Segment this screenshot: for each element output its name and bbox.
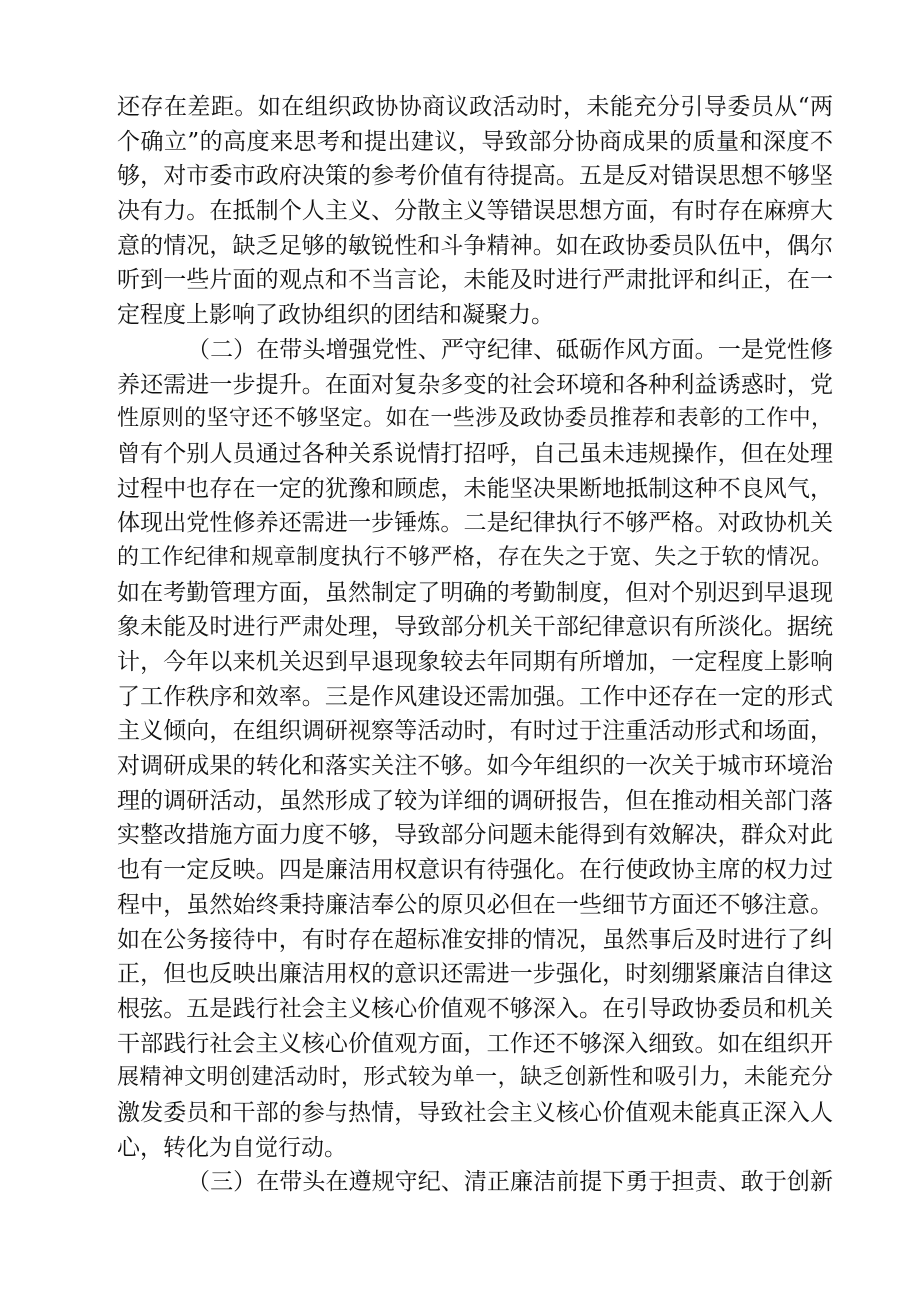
text-line: 曾有个别人员通过各种关系说情打招呼，自己虽未违规操作，但在处理: [117, 440, 833, 467]
text-line: 实整改措施方面力度不够，导致部分问题未能得到有效解决，群众对此: [117, 822, 833, 849]
text-line: 干部践行社会主义核心价值观方面，工作还不够深入细致。如在组织开: [117, 1030, 833, 1057]
text-line: 激发委员和干部的参与热情，导致社会主义核心价值观未能真正深入人: [117, 1099, 833, 1126]
text-line: 主义倾向，在组织调研视察等活动时，有时过于注重活动形式和场面，: [117, 718, 833, 745]
text-line: 理的调研活动，虽然形成了较为详细的调研报告，但在推动相关部门落: [117, 787, 833, 814]
text-line: 意的情况，缺乏足够的敏锐性和斗争精神。如在政协委员队伍中，偶尔: [117, 232, 833, 259]
text-line: 如在公务接待中，有时存在超标准安排的情况，虽然事后及时进行了纠: [117, 926, 833, 953]
text-line: 展精神文明创建活动时，形式较为单一，缺乏创新性和吸引力，未能充分: [117, 1065, 833, 1091]
text-line: 象未能及时进行严肃处理，导致部分机关干部纪律意识有所淡化。据统: [117, 614, 833, 641]
text-line: 个确立”的高度来思考和提出建议，导致部分协商成果的质量和深度不: [117, 128, 833, 155]
text-line: 对调研成果的转化和落实关注不够。如今年组织的一次关于城市环境治: [117, 753, 833, 780]
text-line: 性原则的坚守还不够坚定。如在一些涉及政协委员推荐和表彰的工作中，: [117, 406, 833, 432]
text-line: 决有力。在抵制个人主义、分散主义等错误思想方面，有时存在麻痹大: [117, 198, 833, 225]
text-line: 根弦。五是践行社会主义核心价值观不够深入。在引导政协委员和机关: [117, 995, 833, 1022]
text-line: 体现出党性修养还需进一步锤炼。二是纪律执行不够严格。对政协机关: [117, 510, 833, 537]
text-line: 还存在差距。如在组织政协协商议政活动时，未能充分引导委员从“两: [117, 94, 833, 120]
text-line: 过程中也存在一定的犹豫和顾虑，未能坚决果断地抵制这种不良风气，: [117, 475, 833, 502]
text-line: 正，但也反映出廉洁用权的意识还需进一步强化，时刻绷紧廉洁自律这: [117, 961, 833, 988]
document-body: [117, 90, 833, 1200]
text-line: 也有一定反映。四是廉洁用权意识有待强化。在行使政协主席的权力过: [117, 857, 833, 884]
text-line: 了工作秩序和效率。三是作风建设还需加强。工作中还存在一定的形式: [117, 683, 833, 710]
text-line: 够，对市委市政府决策的参考价值有待提高。五是反对错误思想不够坚: [117, 163, 833, 190]
text-line: 的工作纪律和规章制度执行不够严格，存在失之于宽、失之于软的情况。: [117, 544, 833, 570]
text-line: 听到一些片面的观点和不当言论，未能及时进行严肃批评和纠正，在一: [117, 267, 833, 294]
text-line: 计，今年以来机关迟到早退现象较去年同期有所增加，一定程度上影响: [117, 649, 833, 675]
section-heading-line: （二）在带头增强党性、严守纪律、砥砺作风方面。一是党性修: [187, 336, 833, 363]
text-line: 定程度上影响了政协组织的团结和凝聚力。: [117, 302, 554, 329]
section-heading-line: （三）在带头在遵规守纪、清正廉洁前提下勇于担责、敢于创新: [187, 1169, 833, 1196]
text-line: 程中，虽然始终秉持廉洁奉公的原贝必但在一些细节方面还不够注意。: [117, 891, 833, 918]
text-line: 心，转化为自觉行动。: [117, 1134, 347, 1161]
text-line: 如在考勤管理方面，虽然制定了明确的考勤制度，但对个别迟到早退现: [117, 579, 833, 606]
text-line: 养还需进一步提升。在面对复杂多变的社会环境和各种利益诱惑时，党: [117, 371, 833, 398]
